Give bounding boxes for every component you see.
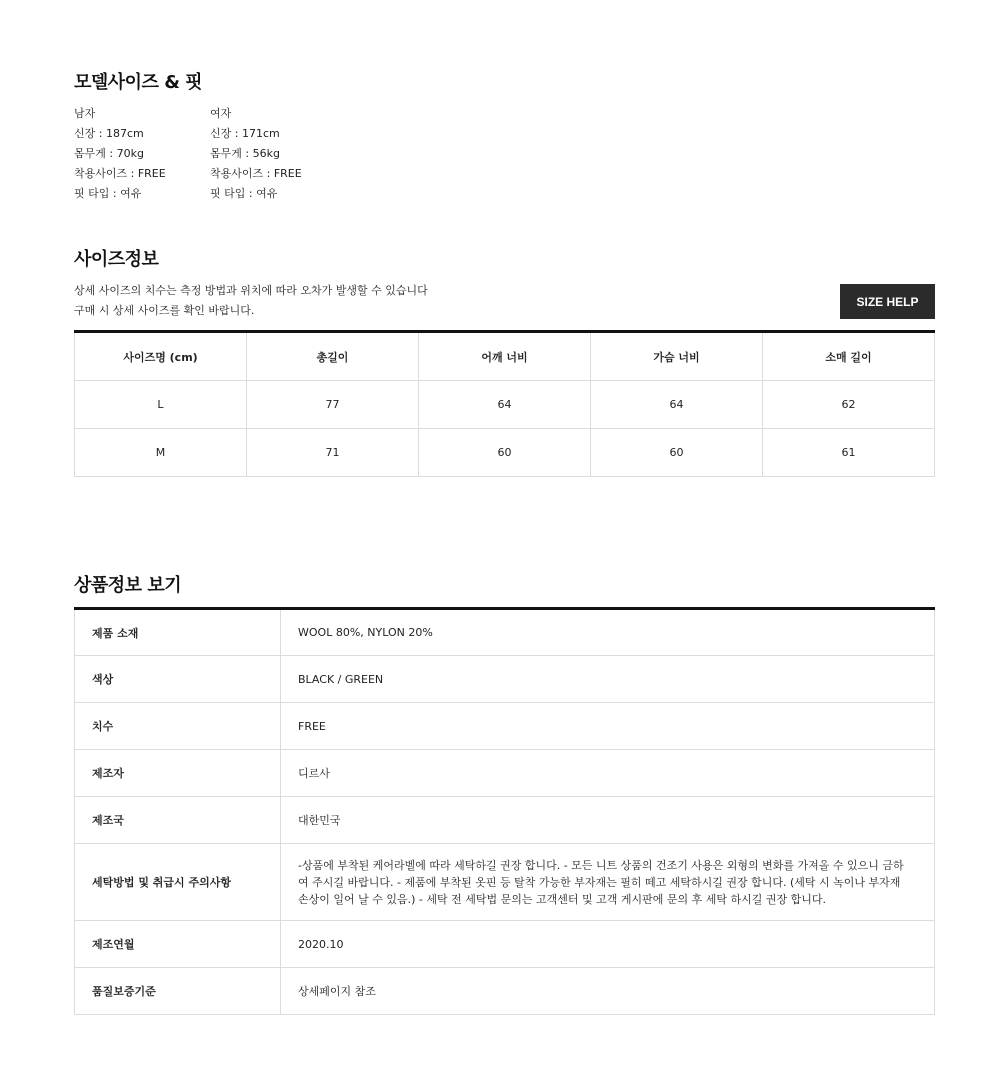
size-cell: 60: [419, 429, 591, 477]
size-cell: 62: [763, 381, 935, 429]
info-value-manufacturer: 디르사: [281, 750, 935, 797]
male-height: 신장 : 187cm: [74, 127, 144, 140]
size-cell: 64: [419, 381, 591, 429]
info-label-color: 색상: [75, 656, 281, 703]
female-model-info: [210, 104, 302, 204]
female-label: 여자: [210, 107, 232, 120]
info-value-care: -상품에 부착된 케어라벨에 따라 세탁하길 권장 합니다. - 모든 니트 상품의 건조기 사용은 외형의 변화를 가져올 수 있으니 금하여 주시길 바랍니다. - 제품에 부착된 옷핀 등 탈착 가능한 부자재는 필히 떼고 세탁하시길 권장 합니다. (세탁 시 녹이나 부자재 손상이 일어 날 수 있음.) - 세탁 전 세탁법 문의는 고객센터 및 고객 게시판에 문의 후 세탁 하시길 권장 합니다.: [281, 844, 935, 921]
size-cell: L: [75, 381, 247, 429]
female-fit: 핏 타입 : 여유: [210, 187, 278, 200]
table-row: [75, 797, 935, 844]
table-row: [75, 844, 935, 921]
male-model-info: [74, 104, 166, 204]
info-value-warranty: 상세페이지 참조: [281, 968, 935, 1015]
info-value-date: 2020.10: [281, 921, 935, 968]
info-value-color: BLACK / GREEN: [281, 656, 935, 703]
size-help-button[interactable]: SIZE HELP: [840, 284, 935, 319]
size-cell: 71: [247, 429, 419, 477]
female-size: 착용사이즈 : FREE: [210, 167, 302, 180]
size-header-length: 총길이: [247, 332, 419, 381]
model-size-title: 모델사이즈 & 핏: [74, 72, 203, 93]
table-row: [75, 381, 935, 429]
size-note-2: 구매 시 상세 사이즈를 확인 바랍니다.: [74, 304, 255, 317]
male-size: 착용사이즈 : FREE: [74, 167, 166, 180]
male-label: 남자: [74, 107, 96, 120]
size-cell: M: [75, 429, 247, 477]
table-row: [75, 656, 935, 703]
table-row: [75, 968, 935, 1015]
size-header-shoulder: 어깨 너비: [419, 332, 591, 381]
size-info-title: 사이즈정보: [74, 249, 159, 270]
size-table: [74, 330, 935, 477]
table-row: [75, 921, 935, 968]
info-label-manufacturer: 제조자: [75, 750, 281, 797]
size-cell: 60: [591, 429, 763, 477]
male-fit: 핏 타입 : 여유: [74, 187, 142, 200]
female-height: 신장 : 171cm: [210, 127, 280, 140]
info-value-size: FREE: [281, 703, 935, 750]
info-value-country: 대한민국: [281, 797, 935, 844]
size-header-sleeve: 소매 길이: [763, 332, 935, 381]
info-label-care: 세탁방법 및 취급시 주의사항: [75, 844, 281, 921]
info-label-date: 제조연월: [75, 921, 281, 968]
table-row: [75, 609, 935, 656]
info-label-size: 치수: [75, 703, 281, 750]
size-notes: [74, 281, 428, 321]
product-info-title: 상품정보 보기: [74, 575, 182, 596]
size-table-header: [75, 332, 935, 381]
table-row: [75, 703, 935, 750]
female-weight: 몸무게 : 56kg: [210, 147, 280, 160]
size-cell: 64: [591, 381, 763, 429]
size-cell: 61: [763, 429, 935, 477]
size-note-1: 상세 사이즈의 치수는 측정 방법과 위치에 따라 오차가 발생할 수 있습니다: [74, 284, 428, 297]
table-row: [75, 750, 935, 797]
table-row: [75, 429, 935, 477]
info-label-country: 제조국: [75, 797, 281, 844]
size-header-chest: 가슴 너비: [591, 332, 763, 381]
info-value-material: WOOL 80%, NYLON 20%: [281, 609, 935, 656]
product-info-table: [74, 607, 935, 1015]
info-label-material: 제품 소재: [75, 609, 281, 656]
male-weight: 몸무게 : 70kg: [74, 147, 144, 160]
info-label-warranty: 품질보증기준: [75, 968, 281, 1015]
size-cell: 77: [247, 381, 419, 429]
size-header-name: 사이즈명 (cm): [75, 332, 247, 381]
